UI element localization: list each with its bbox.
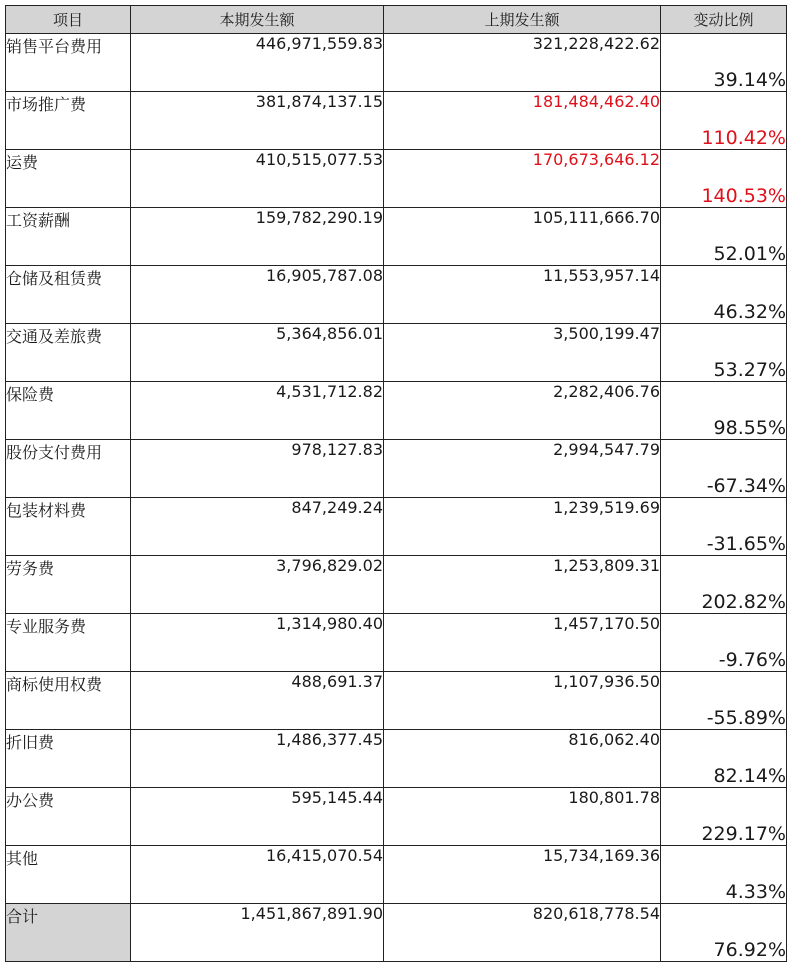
row-previous-amount: 11,553,957.14 [384,266,661,324]
row-previous-amount: 2,994,547.79 [384,440,661,498]
row-item-name: 工资薪酬 [6,208,131,266]
row-change-ratio: 229.17% [661,788,787,846]
table-row [6,92,787,150]
row-change-ratio: 98.55% [661,382,787,440]
header-row [6,6,787,34]
row-current-amount: 488,691.37 [131,672,384,730]
table-row [6,266,787,324]
row-item-name: 保险费 [6,382,131,440]
row-current-amount: 1,314,980.40 [131,614,384,672]
row-previous-amount: 170,673,646.12 [384,150,661,208]
row-change-ratio: 202.82% [661,556,787,614]
row-item-name: 股份支付费用 [6,440,131,498]
row-previous-amount: 3,500,199.47 [384,324,661,382]
row-item-name: 仓储及租赁费 [6,266,131,324]
row-item-name: 其他 [6,846,131,904]
row-change-ratio: 46.32% [661,266,787,324]
row-item-name: 办公费 [6,788,131,846]
row-previous-amount: 105,111,666.70 [384,208,661,266]
row-current-amount: 446,971,559.83 [131,34,384,92]
row-current-amount: 5,364,856.01 [131,324,384,382]
table-row [6,498,787,556]
row-change-ratio: 39.14% [661,34,787,92]
total-label: 合计 [6,904,131,962]
row-previous-amount: 2,282,406.76 [384,382,661,440]
table-row [6,382,787,440]
table-row [6,208,787,266]
table-row [6,730,787,788]
row-change-ratio: 140.53% [661,150,787,208]
total-change-ratio: 76.92% [661,904,787,962]
header-current-amount: 本期发生额 [131,6,384,34]
expense-table [5,5,787,962]
row-change-ratio: 4.33% [661,846,787,904]
row-change-ratio: -55.89% [661,672,787,730]
row-item-name: 折旧费 [6,730,131,788]
row-item-name: 市场推广费 [6,92,131,150]
row-current-amount: 16,905,787.08 [131,266,384,324]
row-change-ratio: 82.14% [661,730,787,788]
row-change-ratio: 110.42% [661,92,787,150]
row-previous-amount: 180,801.78 [384,788,661,846]
row-current-amount: 4,531,712.82 [131,382,384,440]
row-previous-amount: 816,062.40 [384,730,661,788]
total-previous-amount: 820,618,778.54 [384,904,661,962]
header-change-ratio: 变动比例 [661,6,787,34]
row-change-ratio: 53.27% [661,324,787,382]
table-row [6,324,787,382]
row-current-amount: 159,782,290.19 [131,208,384,266]
row-previous-amount: 181,484,462.40 [384,92,661,150]
row-previous-amount: 1,253,809.31 [384,556,661,614]
row-change-ratio: -31.65% [661,498,787,556]
row-change-ratio: -9.76% [661,614,787,672]
row-item-name: 包装材料费 [6,498,131,556]
row-item-name: 劳务费 [6,556,131,614]
row-item-name: 销售平台费用 [6,34,131,92]
table-row [6,614,787,672]
table-row [6,846,787,904]
row-previous-amount: 1,107,936.50 [384,672,661,730]
header-previous-amount: 上期发生额 [384,6,661,34]
total-row [6,904,787,962]
table-row [6,788,787,846]
table-row [6,150,787,208]
row-current-amount: 1,486,377.45 [131,730,384,788]
total-current-amount: 1,451,867,891.90 [131,904,384,962]
row-item-name: 专业服务费 [6,614,131,672]
row-item-name: 商标使用权费 [6,672,131,730]
table-row [6,672,787,730]
row-current-amount: 978,127.83 [131,440,384,498]
header-item: 项目 [6,6,131,34]
row-change-ratio: -67.34% [661,440,787,498]
row-current-amount: 3,796,829.02 [131,556,384,614]
row-previous-amount: 15,734,169.36 [384,846,661,904]
row-current-amount: 381,874,137.15 [131,92,384,150]
row-previous-amount: 1,457,170.50 [384,614,661,672]
row-item-name: 交通及差旅费 [6,324,131,382]
row-current-amount: 595,145.44 [131,788,384,846]
row-change-ratio: 52.01% [661,208,787,266]
table-row [6,440,787,498]
row-previous-amount: 1,239,519.69 [384,498,661,556]
row-current-amount: 847,249.24 [131,498,384,556]
row-previous-amount: 321,228,422.62 [384,34,661,92]
row-current-amount: 16,415,070.54 [131,846,384,904]
row-current-amount: 410,515,077.53 [131,150,384,208]
row-item-name: 运费 [6,150,131,208]
table-row [6,556,787,614]
table-row [6,34,787,92]
